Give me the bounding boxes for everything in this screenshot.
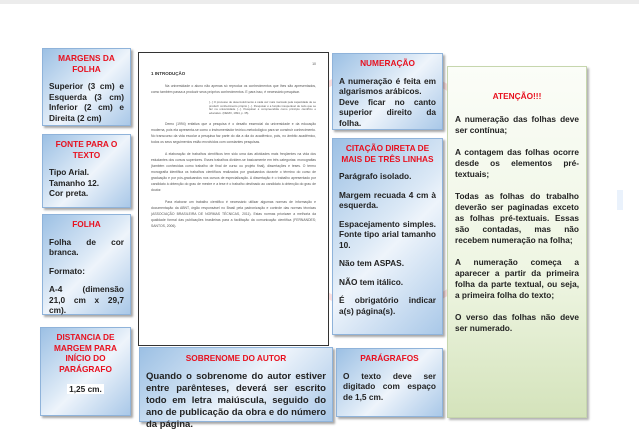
document-paragraph: Na universidade o aluno não apenas só reproduz os conhecimentos que lhes são apresentados, como também passa a produzir seus próprios conhecimentos. E para isso, é necessário pesquisar. <box>151 84 316 94</box>
document-paragraph: A elaboração de trabalhos científicos tem sido uma das atividades mais freqüentes na vida dos estudantes dos cursos superiores. Esses trabalhos dividem-se basicamente em três categorias: monografias (também conhecidas como trabalho de final de curso ou projeto final), dissertações e teses. O termo monografia identifica os trabalhos científicos realizados por graduandos durante o término do curso de graduação e por pós-graduandos nos cursos de especialização. A dissertação é o trabalho apresentado por candidato à obtenção do grau de mestre e a tese é o trabalho destinado ao candidato à obtenção do grau de doutor. <box>151 152 316 193</box>
long-quote-rule: Não tem ASPAS. <box>339 258 405 268</box>
paragraphs-title: PARÁGRAFOS <box>360 353 419 363</box>
numbering-title: NUMERAÇÃO <box>360 58 415 68</box>
sheet-title: FOLHA <box>72 219 101 229</box>
long-quote-box <box>332 138 443 335</box>
long-quote-rule: Parágrafo isolado. <box>339 171 412 181</box>
sheet-format-label: Formato: <box>49 265 85 276</box>
document-paragraph: Demo (1994) enfatiza que a pesquisa é o desafio essencial da universidade e da educação moderna, pois ela apresenta-se como o instrumentador teórico-metodológico para se construir conhecimento. No transcurso da vida escolar a pesquisa faz parte do dia a dia do acadêmico, pois, no âmbito acadêmico, todos os seus seguimentos estão envolvidos com constantes pesquisas. <box>151 122 316 145</box>
document-page-example <box>138 52 329 346</box>
long-quote-rule: Espacejamento simples. Fonte tipo arial tamanho 10. <box>339 218 436 250</box>
font-size: Tamanho 12. <box>49 177 100 188</box>
author-surname-box <box>139 347 333 430</box>
font-type: Tipo Arial. <box>49 167 90 177</box>
attention-title: ATENÇÃO!!! <box>492 91 542 101</box>
sheet-box <box>42 214 131 315</box>
long-quote-rule: É obrigatório indicar a(s) página(s). <box>339 295 436 316</box>
sheet-format: A-4 (dimensão 21,0 cm x 29,7 cm). <box>49 284 124 315</box>
attention-item: Todas as folhas do trabalho deverão ser paginadas exceto as folhas pré-textuais. Essas são contadas, mas não recebem numeração na folha; <box>455 191 579 245</box>
attention-item: O verso das folhas não deve ser numerado. <box>455 312 579 333</box>
attention-item: A numeração das folhas deve ser contínua; <box>455 114 579 135</box>
indent-title: DISTANCIA DE MARGEM PARA INÍCIO DO PARÁGRAFO <box>54 332 117 374</box>
font-color: Cor preta. <box>49 188 89 198</box>
font-box <box>42 134 131 208</box>
document-heading: 1 INTRODUÇÃO <box>151 71 186 76</box>
attention-box <box>447 66 587 418</box>
indent-box <box>40 327 131 416</box>
attention-item: A numeração começa a aparecer a partir da primeira folha da parte textual, ou seja, a primeira folha do texto; <box>455 257 579 300</box>
page-number: 10 <box>312 62 316 66</box>
margins-text: Superior (3 cm) e Esquerda (3 cm) Inferior (2 cm) e Direita (2 cm) <box>49 81 124 123</box>
document-quote: [...] O processo de desenvolvimento é cada vez mais marcado pela capacidade de se produzir conhecimento próprio [...]. Pesquisar é a função insuperável de tudo que se faz na universidade [...]. Pesquisar é compreendida como princípio científico e educativo. (DEMO, 1994, p. 35). <box>209 100 316 115</box>
indent-value: 1,25 cm. <box>69 384 102 394</box>
numbering-text: A numeração é feita em algarismos arábicos. <box>339 75 436 96</box>
paragraphs-text: O texto deve ser digitado com espaço de 1,5 cm. <box>343 370 436 402</box>
document-paragraph: Para elaborar um trabalho científico é necessário utilizar algumas normas de informação e documentação da ABNT, órgão responsável no Brasil pela padronização e controle das normas técnicas (ASSOCIAÇÃO BRASILEIRA DE NORMAS TÉCNICAS, 2011). Estas normas priorizam a melhoria da qualidade formal das publicações brasileiras para a facilitação da comunicação científica (FERNANDES; SANTOS, 2006). <box>151 200 316 229</box>
sheet-color: Folha de cor branca. <box>49 236 124 257</box>
font-title: FONTE PARA O TEXTO <box>55 139 118 160</box>
author-surname-text: Quando o sobrenome do autor estiver entre parênteses, deverá ser escrito todo em letra maiúscula, seguido do ano de publicação da obra e do número da página. <box>146 371 326 430</box>
paragraphs-box <box>336 348 443 417</box>
margins-title: MARGENS DA FOLHA <box>58 53 115 74</box>
author-surname-title: SOBRENOME DO AUTOR <box>185 353 287 363</box>
long-quote-title: CITAÇÃO DIRETA DE MAIS DE TRÊS LINHAS <box>341 143 434 164</box>
numbering-text: Deve ficar no canto superior direito da folha. <box>339 96 436 128</box>
long-quote-rule: NÃO tem itálico. <box>339 276 404 287</box>
attention-item: A contagem das folhas ocorre desde os elementos pré-textuais; <box>455 147 579 179</box>
long-quote-rule: Margem recuada 4 cm à esquerda. <box>339 189 436 210</box>
margins-box <box>42 48 131 126</box>
numbering-box <box>332 53 443 130</box>
faint-rectangle <box>617 190 623 210</box>
